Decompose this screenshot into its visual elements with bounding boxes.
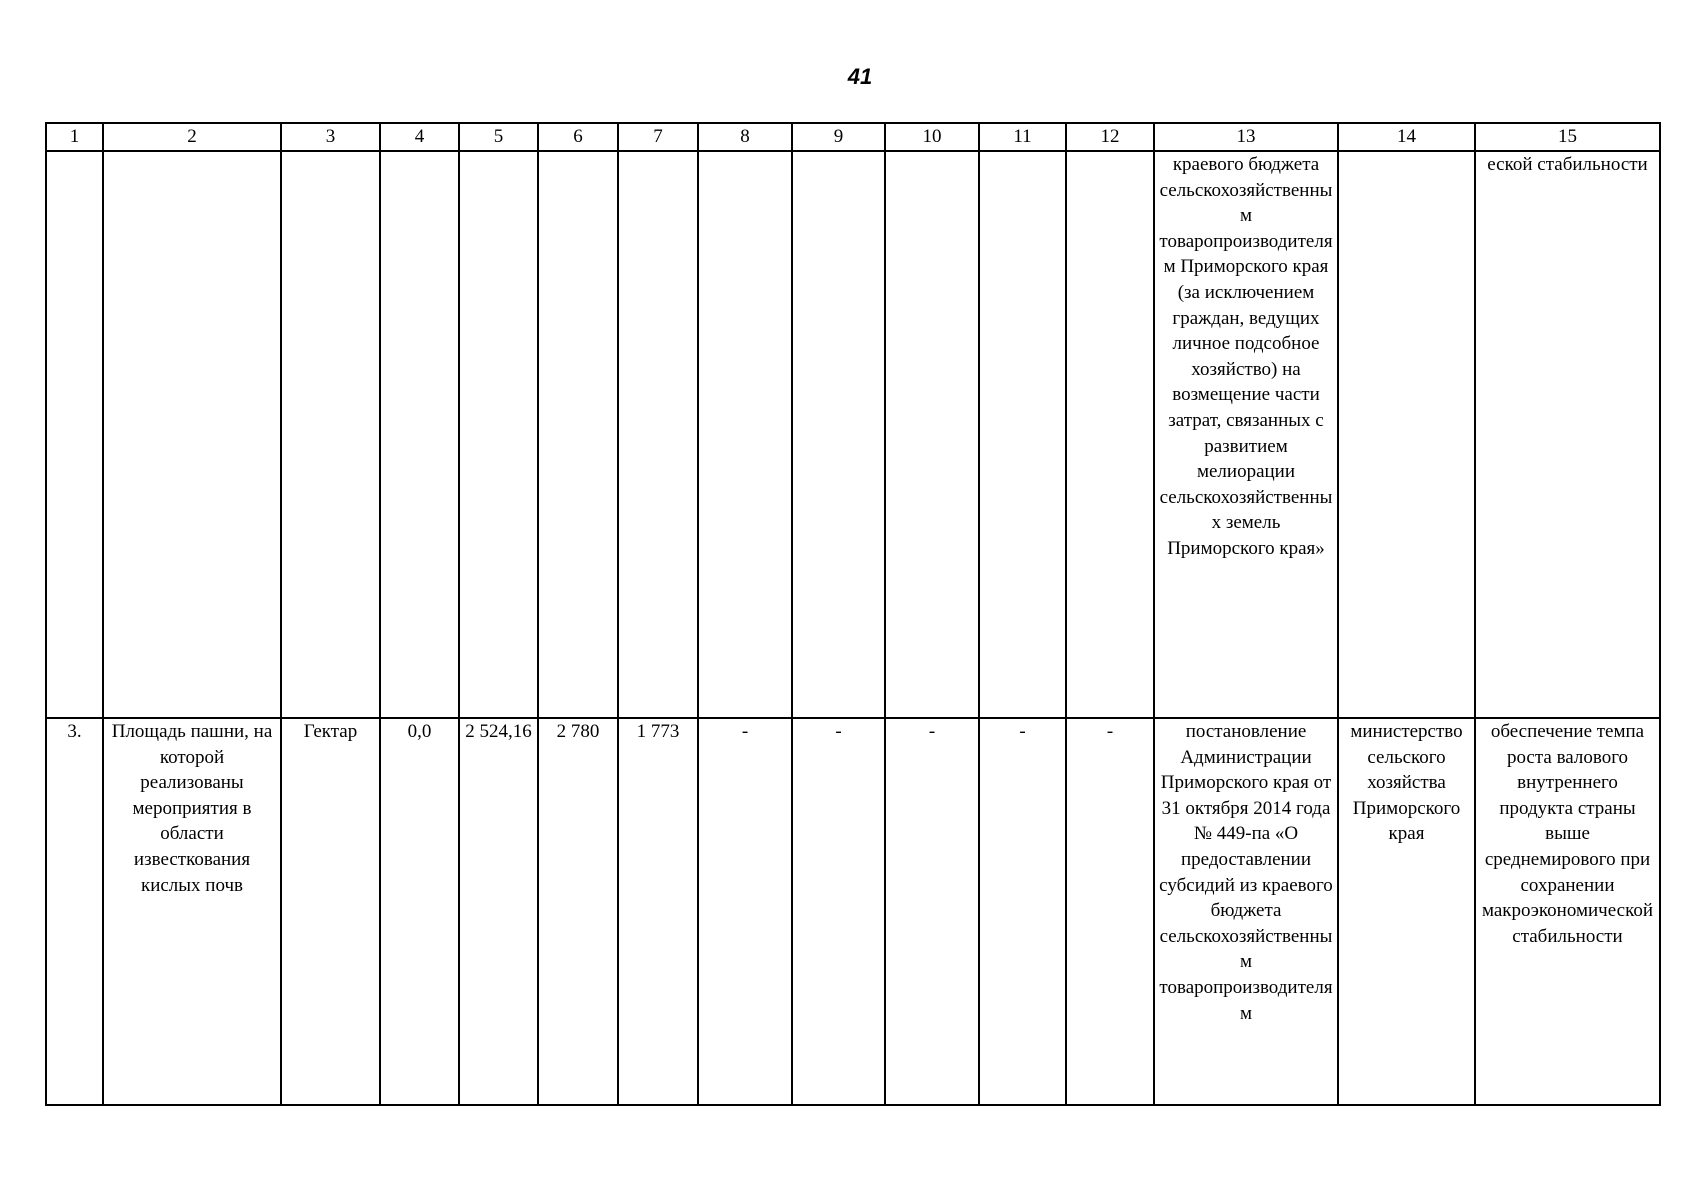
header-cell: 11	[979, 123, 1066, 151]
value-cell: 2 780	[538, 718, 618, 1105]
table-cell	[459, 151, 538, 718]
header-cell: 9	[792, 123, 885, 151]
table-cell	[618, 151, 698, 718]
header-cell: 2	[103, 123, 281, 151]
table-cell	[281, 151, 380, 718]
value-cell: -	[698, 718, 792, 1105]
header-cell: 1	[46, 123, 103, 151]
header-cell: 3	[281, 123, 380, 151]
table-row	[46, 718, 1660, 1105]
table-row	[46, 151, 1660, 718]
header-cell: 14	[1338, 123, 1475, 151]
header-cell: 5	[459, 123, 538, 151]
value-cell: -	[792, 718, 885, 1105]
table-cell	[792, 151, 885, 718]
header-cell: 8	[698, 123, 792, 151]
value-cell: 1 773	[618, 718, 698, 1105]
table-cell	[1338, 151, 1475, 718]
row-number-cell: 3.	[46, 718, 103, 1105]
responsible-cell: министерство сельского хозяйства Приморского края	[1338, 718, 1475, 1105]
value-cell: 0,0	[380, 718, 459, 1105]
value-cell: 2 524,16	[459, 718, 538, 1105]
value-cell: -	[1066, 718, 1154, 1105]
goal-cell: еской стабильности	[1475, 151, 1660, 718]
table-cell	[1066, 151, 1154, 718]
indicator-name-cell: Площадь пашни, на которой реализованы мероприятия в области известкования кислых почв	[103, 718, 281, 1105]
header-cell: 10	[885, 123, 979, 151]
header-cell: 6	[538, 123, 618, 151]
goal-cell: обеспечение темпа роста валового внутреннего продукта страны выше среднемирового при сохранении макроэкономической стабильности	[1475, 718, 1660, 1105]
table-cell	[698, 151, 792, 718]
indicators-table	[45, 122, 1661, 1106]
table-cell	[885, 151, 979, 718]
page-number: 41	[847, 64, 873, 89]
header-cell: 15	[1475, 123, 1660, 151]
value-cell: -	[885, 718, 979, 1105]
table-header-row	[46, 123, 1660, 151]
value-cell: -	[979, 718, 1066, 1105]
table-cell	[103, 151, 281, 718]
header-cell: 12	[1066, 123, 1154, 151]
legal-basis-cell: постановление Администрации Приморского края от 31 октября 2014 года № 449-па «О предоставлении субсидий из краевого бюджета сельскохозяйственным товаропроизводителям	[1154, 718, 1338, 1105]
unit-cell: Гектар	[281, 718, 380, 1105]
table-cell	[979, 151, 1066, 718]
table-cell	[538, 151, 618, 718]
table-cell	[380, 151, 459, 718]
legal-basis-cell: краевого бюджета сельскохозяйственным товаропроизводителям Приморского края (за исключением граждан, ведущих личное подсобное хозяйство) на возмещение части затрат, связанных с развитием мелиорации сельскохозяйственных земель Приморского края»	[1154, 151, 1338, 718]
header-cell: 7	[618, 123, 698, 151]
table-cell	[46, 151, 103, 718]
header-cell: 4	[380, 123, 459, 151]
header-cell: 13	[1154, 123, 1338, 151]
